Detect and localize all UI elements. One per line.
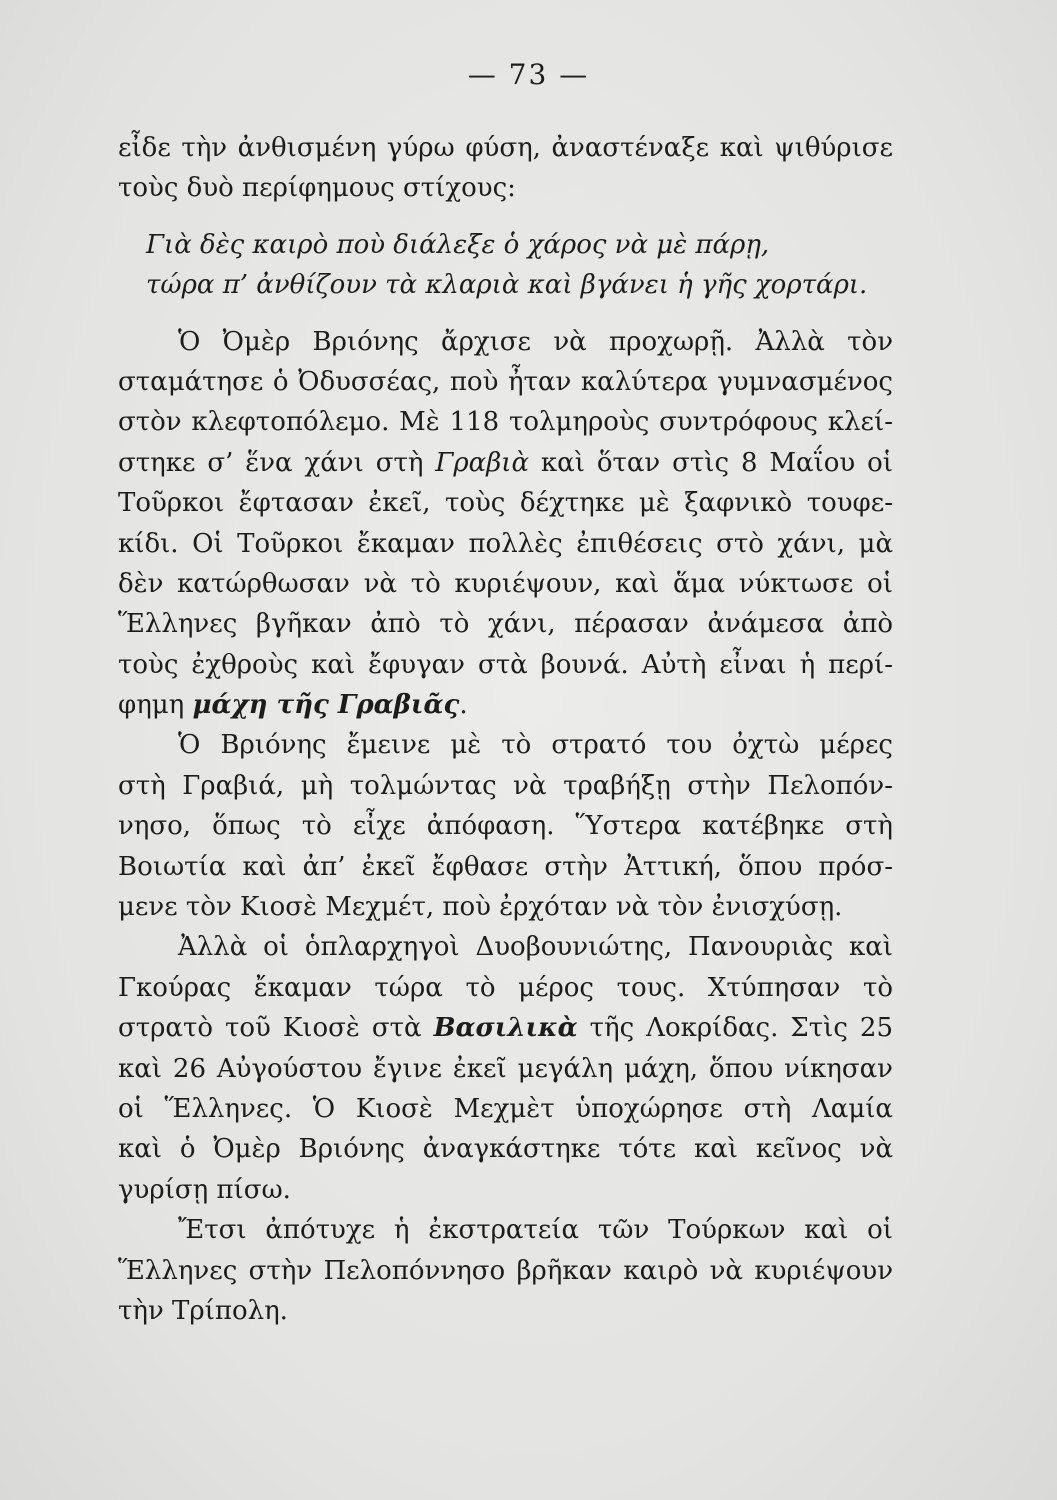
text-line: δὲν κατώρθωσαν νὰ τὸ κυριέψουν, καὶ ἅμα νύκτωσε οἱ xyxy=(118,568,893,599)
text-line: Ὁ Ὀμὲρ Βριόνης ἄρχισε νὰ προχωρῇ. Ἀλλὰ τὸν xyxy=(178,326,893,357)
text-run: καὶ ὅταν στὶς 8 Μαΐου οἱ xyxy=(529,447,893,478)
text-run: τῆς Λοκρίδας. Στὶς 25 xyxy=(577,1013,894,1044)
text-line: Ἕλληνες βγῆκαν ἀπὸ τὸ χάνι, πέρασαν ἀνάμεσα ἀπὸ xyxy=(118,609,893,640)
text-line: σταμάτησε ὁ Ὀδυσσέας, ποὺ ἦταν καλύτερα γυμνασμένος xyxy=(118,366,893,397)
poem-line: Γιὰ δὲς καιρὸ ποὺ διάλεξε ὁ χάρος νὰ μὲ πάρῃ, xyxy=(146,229,770,260)
place-name-graviа: Γραβιὰ xyxy=(435,447,530,478)
text-line: Ὁ Βριόνης ἔμεινε μὲ τὸ στρατό του ὀχτὼ μέρες xyxy=(178,730,893,761)
spacer xyxy=(118,209,893,225)
text-line: οἱ Ἕλληνες. Ὁ Κιοσὲ Μεχμὲτ ὑποχώρησε στὴ Λαμία xyxy=(118,1093,893,1124)
text-line: Βοιωτία καὶ ἀπ’ ἐκεῖ ἔφθασε στὴν Ἀττική, ὅπου πρόσ- xyxy=(118,851,893,882)
text-line: Ἔτσι ἀπότυχε ἡ ἐκστρατεία τῶν Τούρκων καὶ οἱ xyxy=(178,1215,893,1246)
text-line: στὸν κλεφτοπόλεμο. Μὲ 118 τολμηροὺς συντρόφους κλεί- xyxy=(118,407,893,438)
text-run: φημη xyxy=(118,690,193,721)
text-line: τοὺς ἐχθροὺς καὶ ἔφυγαν στὰ βουνά. Αὐτὴ εἶναι ἡ περί- xyxy=(118,649,893,680)
text-line: Τοῦρκοι ἔφτασαν ἐκεῖ, τοὺς δέχτηκε μὲ ξαφνικὸ τουφε- xyxy=(118,488,893,519)
text-run: στρατὸ τοῦ Κιοσὲ στὰ xyxy=(118,1013,434,1044)
text-line: Γκούρας ἔκαμαν τώρα τὸ μέρος τους. Χτύπησαν τὸ xyxy=(118,972,893,1003)
text-line: νησο, ὅπως τὸ εἶχε ἀπόφαση. Ὕστερα κατέβηκε στὴ xyxy=(118,811,893,842)
text-line: Ἀλλὰ οἱ ὁπλαρχηγοὶ Δυοβουνιώτης, Πανουριὰς καὶ xyxy=(178,932,893,963)
text-line xyxy=(118,443,893,483)
text-line: καὶ 26 Αὐγούστου ἔγινε ἐκεῖ μεγάλη μάχη, ὅπου νίκησαν xyxy=(118,1053,893,1084)
text-line: μενε τὸν Κιοσὲ Μεχμέτ, ποὺ ἐρχόταν νὰ τὸν ἐνισχύσῃ. xyxy=(118,892,843,923)
text-run: στηκε σ’ ἕνα χάνι στὴ xyxy=(118,447,436,478)
text-line: γυρίσῃ πίσω. xyxy=(118,1174,291,1205)
battle-name: μάχη τῆς Γραβιᾶς xyxy=(192,690,460,721)
text-line: κίδι. Οἱ Τοῦρκοι ἔκαμαν πολλὲς ἐπιθέσεις στὸ χάνι, μὰ xyxy=(118,528,893,559)
text-run: . xyxy=(459,690,468,721)
text-line: εἶδε τὴν ἀνθισμένη γύρω φύση, ἀναστέναξε καὶ ψιθύρισε xyxy=(118,133,893,163)
text-line: τοὺς δυὸ περίφημους στίχους: xyxy=(118,173,516,204)
poem-line: τώρα π’ ἀνθίζουν τὰ κλαριὰ καὶ βγάνει ἡ γῆς χορτάρι. xyxy=(146,270,868,301)
place-name-vasilika: Βασιλικὰ xyxy=(433,1013,578,1044)
page-number: — 73 — xyxy=(467,58,590,91)
page-body xyxy=(118,128,893,1331)
spacer xyxy=(118,306,893,322)
text-line: Ἕλληνες στὴν Πελοπόννησο βρῆκαν καιρὸ νὰ κυριέψουν xyxy=(118,1255,893,1286)
text-line: τὴν Τρίπολη. xyxy=(118,1295,288,1326)
text-line xyxy=(118,685,893,725)
text-line xyxy=(118,1008,893,1048)
text-line: καὶ ὁ Ὀμὲρ Βριόνης ἀναγκάστηκε τότε καὶ κεῖνος νὰ xyxy=(118,1134,893,1165)
text-line: στὴ Γραβιά, μὴ τολμώντας νὰ τραβήξῃ στὴν Πελοπόν- xyxy=(118,770,893,801)
